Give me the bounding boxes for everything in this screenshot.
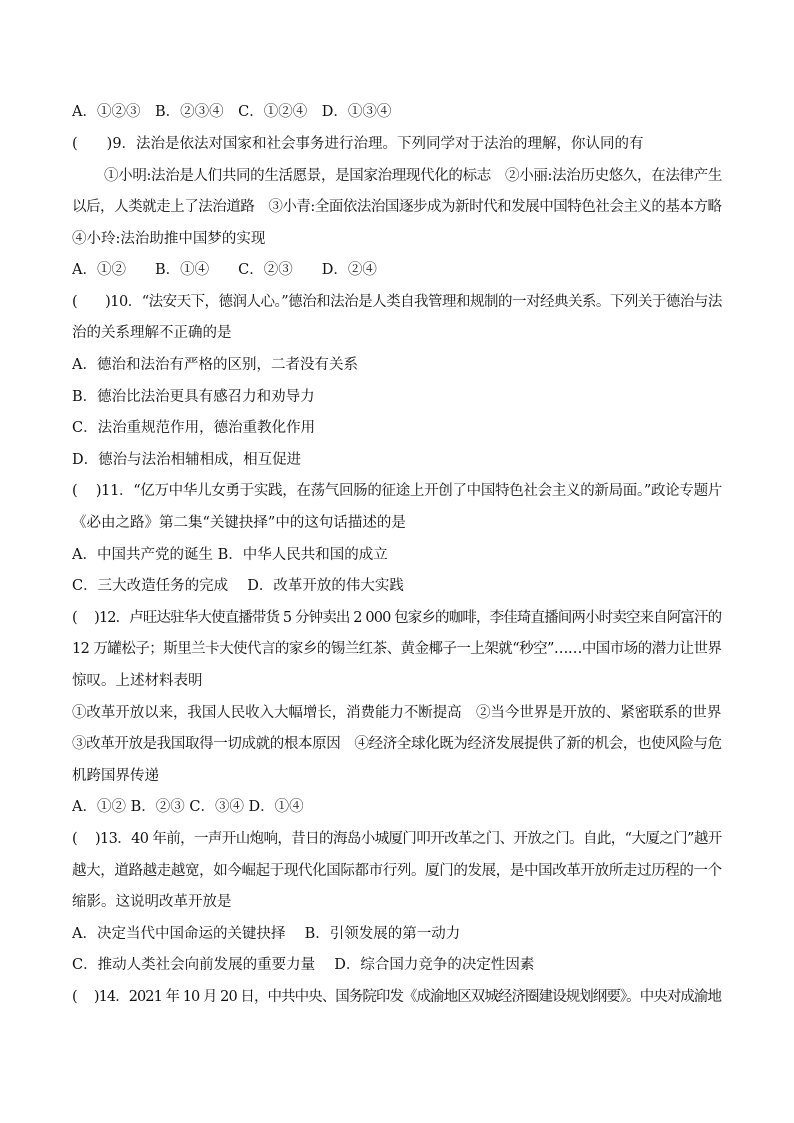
q13-stem-line-2: 越大，道路越走越宽，如今崛起于现代化国际都市行列。厦门的发展，是中国改革开放所走过历程的一个 [72, 863, 722, 879]
q14-stem-line-1: ( )14．2021 年 10 月 20 日，中共中央、国务院印发《成渝地区双城经济圈建设规划纲要》。中央对成渝地 [72, 989, 722, 1005]
q9-stem: ( )9．法治是依法对国家和社会事务进行治理。下列同学对于法治的理解，你认同的有 [72, 136, 644, 152]
q10-stem-line-1: ( )10．“法安天下，德润人心。”德治和法治是人类自我管理和规制的一对经典关系。下列关于德治与法 [72, 294, 722, 310]
q10-stem-line-2: 治的关系理解不正确的是 [72, 325, 232, 341]
q9-statement-line-2: 以后，人类就走上了法治道路 ③小青:全面依法治国逐步成为新时代和发展中国特色社会主义的基本方略 [72, 199, 722, 215]
q10-option-b: B．德治比法治更具有感召力和劝导力 [72, 389, 315, 405]
q10-option-a: A．德治和法治有严格的区别，二者没有关系 [72, 357, 358, 373]
q11-stem-line-1: ( )11．“亿万中华儿女勇于实践，在荡气回肠的征途上开创了中国特色社会主义的新局面。”政论专题片 [72, 483, 722, 499]
q9-statement-line-1: ①小明:法治是人们共同的生活愿景，是国家治理现代化的标志 ②小丽:法治历史悠久，在法律产生 [104, 168, 723, 184]
q9-options: A．①② B．①④ C．②③ D．②④ [72, 262, 377, 278]
q10-option-d: D．德治与法治相辅相成，相互促进 [72, 452, 302, 468]
q13-options-cd: C．推动人类社会向前发展的重要力量 D．综合国力竞争的决定性因素 [72, 957, 535, 973]
q12-statement-line-2: ③改革开放是我国取得一切成就的根本原因 ④经济全球化既为经济发展提供了新的机会，也使风险与危 [72, 736, 722, 752]
q12-stem-line-1: ( )12．卢旺达驻华大使直播带货 5 分钟卖出 2 000 包家乡的咖啡，李佳琦直播间两小时卖空来自阿富汗的 [72, 610, 722, 626]
q12-statement-line-3: 机跨国界传递 [72, 768, 159, 784]
q12-options: A．①② B．②③ C．③④ D．①④ [72, 799, 304, 815]
q9-statement-line-3: ④小玲:法治助推中国梦的实现 [72, 231, 266, 247]
q11-options-ab: A．中国共产党的诞生 B．中华人民共和国的成立 [72, 547, 388, 563]
q13-options-ab: A．决定当代中国命运的关键抉择 B．引领发展的第一动力 [72, 926, 461, 942]
q12-stem-line-2: 12 万罐松子；斯里兰卡大使代言的家乡的锡兰红茶、黄金椰子一上架就“秒空”……中国市场的潜力让世界 [72, 641, 722, 657]
q12-statement-line-1: ①改革开放以来，我国人民收入大幅增长，消费能力不断提高 ②当今世界是开放的、紧密联系的世界 [72, 705, 722, 721]
q10-option-c: C．法治重规范作用，德治重教化作用 [72, 420, 316, 436]
q11-options-cd: C．三大改造任务的完成 D．改革开放的伟大实践 [72, 578, 404, 594]
q11-stem-line-2: 《必由之路》第二集“关键抉择”中的这句话描述的是 [72, 515, 406, 531]
q12-stem-line-3: 惊叹。上述材料表明 [72, 673, 203, 689]
q8-options: A．①②③ B．②③④ C．①②④ D．①③④ [72, 104, 392, 120]
q13-stem-line-3: 缩影。这说明改革开放是 [72, 894, 232, 910]
q13-stem-line-1: ( )13．40 年前，一声开山炮响，昔日的海岛小城厦门叩开改革之门、开放之门。自此，“大厦之门”越开 [72, 831, 722, 847]
